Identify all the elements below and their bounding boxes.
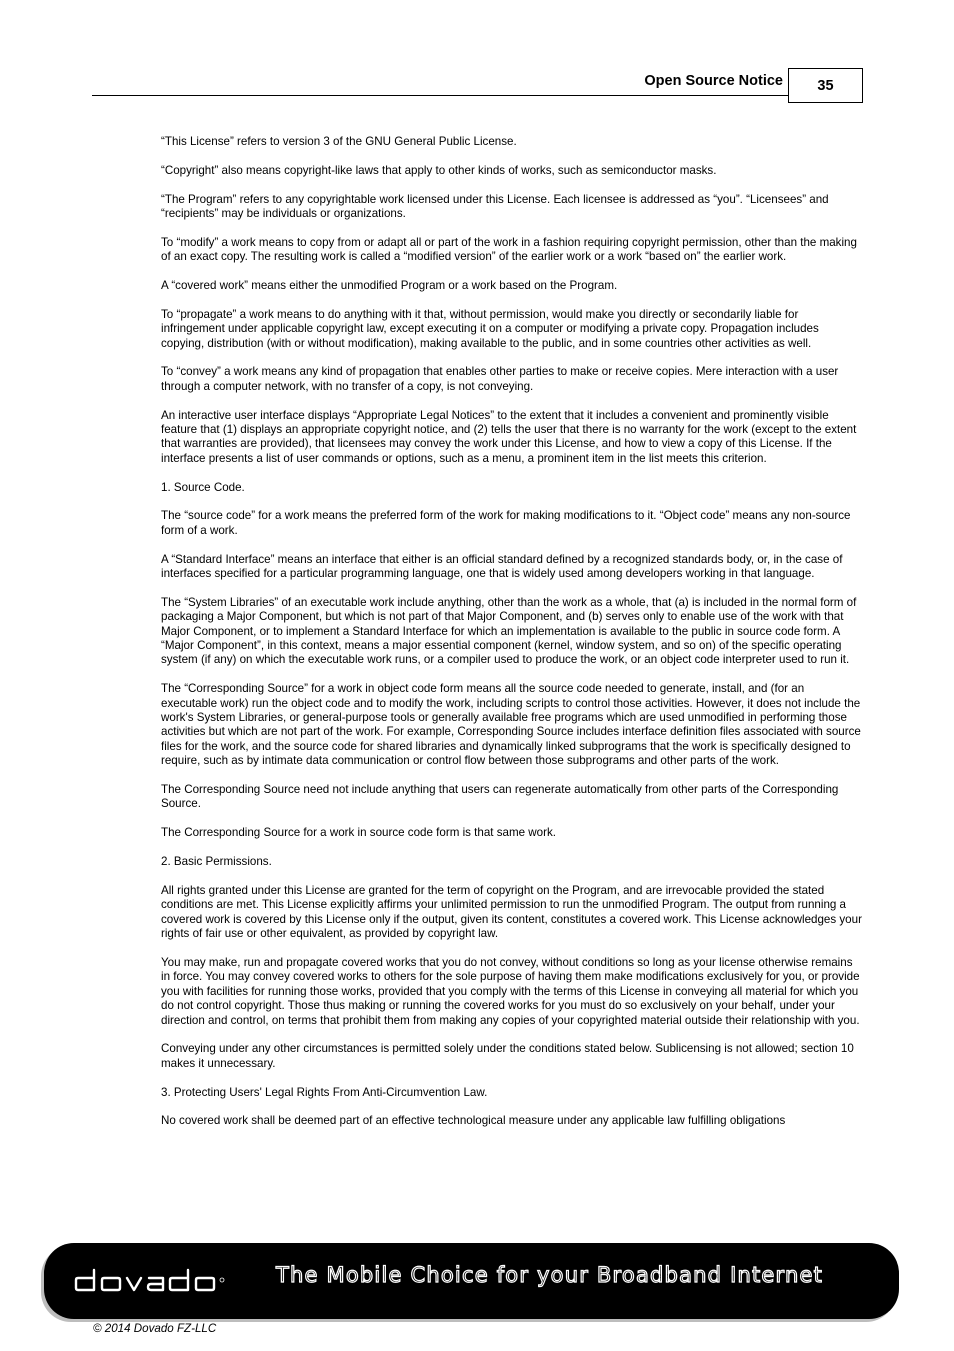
paragraph: The “System Libraries” of an executable work include anything, other than the work as a whole, that (a) is included in the normal form of packaging a Major Component, but which is not part of that Major Component, and (b) serves only to enable use of the work with that Major Component, or to implement a Standard Interface for which an implementation is available to the public in source code form. A “Major Component”, in this context, means a major essential component (kernel, window system, and so on) of the specific operating system (if any) on which the executable work runs, or a compiler used to produce the work, or an object code interpreter used to run it. (161, 595, 857, 667)
paragraph: A “covered work” means either the unmodified Program or a work based on the Program. (161, 279, 618, 292)
paragraph: All rights granted under this License are granted for the term of copyright on the Program, and are irrevocable provided the stated conditions are met. This License explicitly affirms your unlimited permission to run the unmodified Program. The output from running a covered work is covered by this License only if the output, given its content, constitutes a covered work. This License acknowledges your rights of fair use or other equivalent, as provided by copyright law. (161, 883, 862, 941)
paragraph: To “convey” a work means any kind of propagation that enables other parties to make or receive copies. Mere interaction with a user through a computer network, with no transfer of a copy, is not conveying. (161, 365, 839, 393)
paragraph: Conveying under any other circumstances is permitted solely under the conditions stated below. Sublicensing is not allowed; section 10 makes it unnecessary. (161, 1042, 854, 1070)
footer-banner (44, 1243, 899, 1319)
paragraph: The Corresponding Source need not include anything that users can regenerate automatically from other parts of the Corresponding Source. (161, 783, 839, 811)
page-number: 35 (788, 68, 863, 103)
dovado-logo-icon (74, 1264, 230, 1298)
paragraph: The “Corresponding Source” for a work in object code form means all the source code needed to generate, install, and (for an executable work) run the object code and to modify the work, including scripts to control those activities. However, it does not include the work's System Libraries, or general-purpose tools or generally available free programs which are used unmodified in performing those activities but which are not part of the work. For example, Corresponding Source includes interface definition files associated with source files for the work, and the source code for shared libraries and dynamically linked subprograms that the work is specifically designed to require, such as by intimate data communication or control flow between those subprograms and other parts of the work. (161, 682, 861, 768)
paragraph: “This License” refers to version 3 of the GNU General Public License. (161, 135, 517, 148)
header-divider (92, 95, 788, 96)
paragraph: The “source code” for a work means the preferred form of the work for making modifications to it. “Object code” means any non-source form of a work. (161, 509, 851, 537)
paragraph: “Copyright” also means copyright-like laws that apply to other kinds of works, such as semiconductor masks. (161, 163, 717, 177)
slogan: The Mobile Choice for your Broadband Internet (276, 1263, 824, 1287)
dovado-logo (74, 1259, 230, 1303)
paragraph: To “propagate” a work means to do anything with it that, without permission, would make you directly or secondarily liable for infringement under applicable copyright law, except executing it on a computer or modifying a private copy. Propagation includes copying, distribution (with or without modification), making available to the public, and in some countries other activities as well. (161, 307, 819, 350)
paragraph: “The Program” refers to any copyrightable work licensed under this License. Each licensee is addressed as “you”. “Licensees” and “recipients” may be individuals or organizations. (161, 192, 829, 220)
license-text (161, 135, 863, 1143)
paragraph: A “Standard Interface” means an interface that either is an official standard defined by a recognized standards body, or, in the case of interfaces specified for a particular programming language, one that is widely used among developers working in that language. (161, 552, 843, 581)
section-title: Open Source Notice (644, 73, 783, 89)
copyright-notice: © 2014 Dovado FZ-LLC (93, 1322, 217, 1335)
section-heading: 3. Protecting Users' Legal Rights From Anti-Circumvention Law. (161, 1085, 488, 1099)
paragraph: To “modify” a work means to copy from or adapt all or part of the work in a fashion requiring copyright permission, other than the making of an exact copy. The resulting work is called a “modified version” of the earlier work or a work “based on” the earlier work. (161, 235, 857, 264)
paragraph: An interactive user interface displays “Appropriate Legal Notices” to the extent that it includes a convenient and prominently visible feature that (1) displays an appropriate copyright notice, and (2) tells the user that there is no warranty for the work (except to the extent that warranties are provided), that licensees may convey the work under this License, and how to view a copy of this License. If the interface presents a list of user commands or options, such as a menu, a prominent item in the list meets this criterion. (161, 408, 857, 465)
section-heading: 2. Basic Permissions. (161, 855, 272, 869)
section-heading: 1. Source Code. (161, 480, 245, 494)
paragraph: You may make, run and propagate covered works that you do not convey, without conditions so long as your license otherwise remains in force. You may convey covered works to others for the sole purpose of having them make modifications exclusively for you, or provide you with facilities for running those works, provided that you comply with the terms of this License in conveying all material for which you do not control copyright. Those thus making or running the covered works for you must do so exclusively on your behalf, under your direction and control, on terms that prohibit them from making any copies of your copyrighted material outside their relationship with you. (161, 955, 860, 1027)
paragraph: No covered work shall be deemed part of an effective technological measure under any applicable law fulfilling obligations (161, 1114, 786, 1128)
paragraph: The Corresponding Source for a work in source code form is that same work. (161, 826, 557, 840)
